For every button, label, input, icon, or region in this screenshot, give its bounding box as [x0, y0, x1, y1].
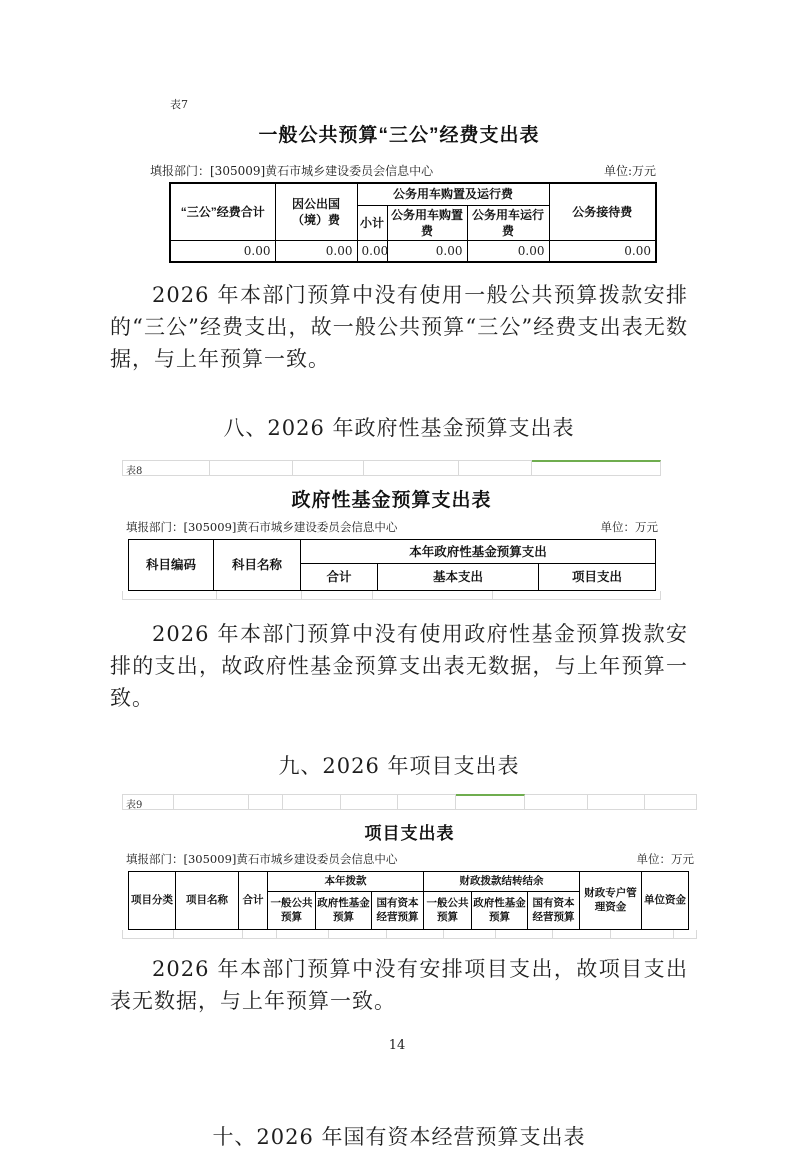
page-content — [110, 96, 694, 1151]
table9-unit-label: 单位：万元 — [636, 852, 694, 867]
col-header-subject-name: 科目名称 — [214, 540, 301, 591]
table9-grid-strip-top — [122, 794, 697, 810]
table7-unit-label: 单位:万元 — [603, 164, 656, 178]
heading-section-9: 九、2026 年项目支出表 — [278, 754, 520, 779]
page-number: 14 — [388, 1038, 406, 1053]
table8-header-row-1 — [129, 540, 656, 564]
value-vehicle-operation: 0.00 — [467, 240, 549, 262]
col-header-general-budget-current: 一般公共预算 — [268, 892, 316, 930]
col-header-vehicle-purchase: 公务用车购置费 — [387, 205, 467, 240]
grid-cell — [398, 794, 456, 810]
table8-label-cell: 表8 — [122, 460, 210, 476]
excel-selected-cell-green — [456, 794, 525, 810]
grid-cell — [611, 930, 674, 939]
grid-cell — [329, 930, 387, 939]
grid-cell — [496, 930, 554, 939]
col-header-project-name: 项目名称 — [176, 872, 239, 930]
project-expense-table — [128, 871, 689, 930]
grid-cell — [387, 930, 445, 939]
col-header-gov-fund-budget-carryover: 政府性基金预算 — [472, 892, 528, 930]
table8-grid-strip-top — [122, 460, 661, 476]
grid-cell — [174, 794, 249, 810]
excel-selected-cell-green — [532, 460, 661, 476]
grid-cell — [493, 591, 661, 600]
grid-cell — [588, 794, 646, 810]
col-header-current-year-group: 本年拨款 — [268, 872, 424, 892]
col-header-state-capital-budget-current: 国有资本经营预算 — [372, 892, 424, 930]
col-header-reception-expense: 公务接待费 — [549, 183, 656, 240]
paragraph-no-three-public-data: 2026 年本部门预算中没有使用一般公共预算拨款安排的“三公”经费支出，故一般公共预算“三公”经费支出表无数据，与上年预算一致。 — [110, 283, 688, 372]
grid-cell — [122, 930, 174, 939]
col-header-general-budget-carryover: 一般公共预算 — [424, 892, 472, 930]
paragraph-no-project-expense-data: 2026 年本部门预算中没有安排项目支出，故项目支出表无数据，与上年预算一致。 — [110, 957, 688, 1014]
grid-cell — [122, 591, 217, 600]
three-public-expense-table — [169, 182, 657, 263]
table9-label-cell: 表9 — [122, 794, 174, 810]
table9-header-row-1 — [129, 872, 689, 892]
col-header-fund-total: 合计 — [301, 564, 378, 591]
gov-fund-budget-table — [128, 539, 656, 591]
grid-cell — [249, 794, 284, 810]
grid-cell — [341, 794, 399, 810]
col-header-vehicle-group: 公务用车购置及运行费 — [357, 183, 549, 205]
col-header-project-category: 项目分类 — [129, 872, 176, 930]
grid-cell — [283, 794, 341, 810]
grid-cell — [459, 460, 531, 476]
table7-section — [110, 96, 688, 263]
col-header-carryover-group: 财政拨款结转结余 — [424, 872, 580, 892]
table8-meta-row — [122, 519, 661, 539]
col-header-project-expense: 项目支出 — [539, 564, 656, 591]
table9-meta-row — [122, 851, 697, 871]
value-three-public-total: 0.00 — [170, 240, 275, 262]
col-header-project-total: 合计 — [239, 872, 268, 930]
grid-cell — [553, 930, 611, 939]
grid-cell — [674, 930, 697, 939]
value-abroad-expense: 0.00 — [275, 240, 357, 262]
grid-cell — [645, 794, 697, 810]
grid-cell — [302, 591, 373, 600]
heading-section-8: 八、2026 年政府性基金预算支出表 — [223, 416, 575, 441]
grid-cell — [277, 930, 329, 939]
table8-title: 政府性基金预算支出表 — [291, 490, 492, 512]
col-header-vehicle-subtotal: 小计 — [357, 205, 387, 240]
paragraph-no-gov-fund-data: 2026 年本部门预算中没有使用政府性基金预算拨款安排的支出，故政府性基金预算支出表无数据，与上年预算一致。 — [110, 622, 688, 711]
table7-label: 表7 — [170, 98, 188, 111]
col-header-fund-expense-group: 本年政府性基金预算支出 — [301, 540, 656, 564]
table8-unit-label: 单位：万元 — [600, 520, 658, 535]
grid-cell — [210, 460, 292, 476]
grid-cell — [444, 930, 496, 939]
col-header-gov-fund-budget-current: 政府性基金预算 — [316, 892, 372, 930]
heading-section-10: 十、2026 年国有资本经营预算支出表 — [212, 1125, 586, 1150]
table9-excel-screenshot — [122, 794, 697, 939]
table8-dept-label: 填报部门：[305009]黄石市城乡建设委员会信息中心 — [126, 520, 398, 535]
col-header-vehicle-operation: 公务用车运行费 — [467, 205, 549, 240]
col-header-three-public-total: “三公”经费合计 — [170, 183, 275, 240]
table7-title: 一般公共预算“三公”经费支出表 — [258, 125, 540, 146]
grid-cell — [174, 930, 243, 939]
col-header-abroad-expense: 因公出国（境）费 — [275, 183, 357, 240]
table8-grid-strip-bottom — [122, 591, 661, 600]
col-header-fiscal-special-account: 财政专户管理资金 — [580, 872, 642, 930]
table7-header-row-1 — [170, 183, 656, 205]
col-header-unit-funds: 单位资金 — [642, 872, 689, 930]
grid-cell — [217, 591, 302, 600]
col-header-basic-expense: 基本支出 — [378, 564, 539, 591]
table8-excel-screenshot — [122, 460, 661, 600]
grid-cell — [373, 591, 493, 600]
grid-cell — [243, 930, 278, 939]
table9-grid-strip-bottom — [122, 930, 697, 939]
value-vehicle-subtotal: 0.00 — [357, 240, 387, 262]
table7-meta-row — [150, 162, 656, 179]
table9-title: 项目支出表 — [364, 824, 455, 844]
table7-dept-label: 填报部门：[305009]黄石市城乡建设委员会信息中心 — [150, 164, 434, 178]
grid-cell — [293, 460, 364, 476]
value-vehicle-purchase: 0.00 — [387, 240, 467, 262]
grid-cell — [364, 460, 459, 476]
col-header-state-capital-budget-carryover: 国有资本经营预算 — [528, 892, 580, 930]
table9-dept-label: 填报部门：[305009]黄石市城乡建设委员会信息中心 — [126, 852, 398, 867]
grid-cell — [525, 794, 588, 810]
col-header-subject-code: 科目编码 — [129, 540, 214, 591]
table7-data-row — [170, 240, 656, 262]
value-reception-expense: 0.00 — [549, 240, 656, 262]
